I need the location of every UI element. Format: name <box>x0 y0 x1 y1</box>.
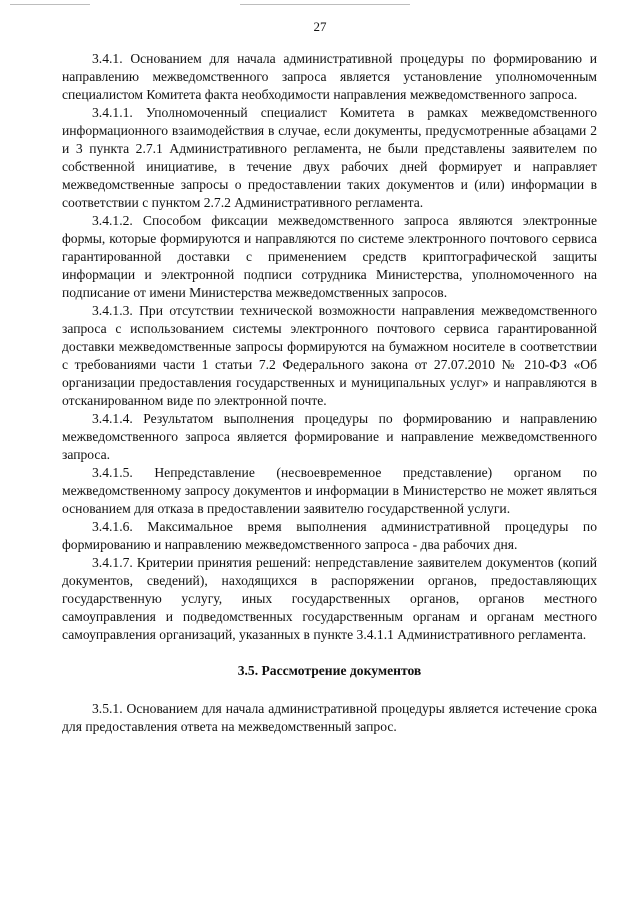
paragraph-3-5-1: 3.5.1. Основанием для начала административной процедуры является истечение срока для предоставления ответа на межведомственный запрос. <box>62 701 597 734</box>
paragraph-3-4-1-6: 3.4.1.6. Максимальное время выполнения административной процедуры по формированию и направлению межведомственного запроса - два рабочих дня. <box>62 519 597 552</box>
paragraph-3-4-1-5: 3.4.1.5. Непредставление (несвоевременное представление) органом по межведомственному запросу документов и информации в Министерство не может являться основанием для отказа в предоставлении заявителю государственной услуги. <box>62 465 597 516</box>
document-body <box>62 50 597 736</box>
page-number: 27 <box>313 19 327 34</box>
paragraph-3-4-1-7: 3.4.1.7. Критерии принятия решений: непредставление заявителем документов (копий документов, сведений), находящихся в распоряжении органов, предоставляющих государственную услугу, иных государственных органов, органов местного самоуправления и подведомственных государственным органам и органам местного самоуправления организаций, указанных в пункте 3.4.1.1 Административного регламента. <box>62 555 597 642</box>
paragraph-3-4-1-3: 3.4.1.3. При отсутствии технической возможности направления межведомственного запроса с использованием системы электронного почтового сервиса гарантированной доставки межведомственные запросы формируются на бумажном носителе в соответствии с требованиями части 1 статьи 7.2 Федерального закона от 27.07.2010 № 210-ФЗ «Об организации предоставления государственных и муниципальных услуг» и направляются в отсканированном виде по электронной почте. <box>62 303 597 408</box>
paragraph-3-4-1-1: 3.4.1.1. Уполномоченный специалист Комитета в рамках межведомственного информационного взаимодействия в случае, если документы, предусмотренные абзацами 2 и 3 пункта 2.7.1 Административного регламента, не были представлены заявителем по собственной инициативе, в течение двух рабочих дней формирует и направляет межведомственные запросы о предоставлении таких документов и (или) информации в соответствии с пунктом 2.7.2 Административного регламента. <box>62 105 597 210</box>
paragraph-3-4-1-2: 3.4.1.2. Способом фиксации межведомственного запроса являются электронные формы, которые формируются и направляются по системе электронного почтового сервиса гарантированной доставки с применением средств криптографической защиты информации и электронной подписи сотрудника Министерства, уполномоченного на подписание от имени Министерства межведомственных запросов. <box>62 213 597 300</box>
section-heading: 3.5. Рассмотрение документов <box>237 663 422 678</box>
top-edge-rule <box>240 4 410 5</box>
paragraph-3-4-1: 3.4.1. Основанием для начала административной процедуры по формированию и направлению межведомственного запроса является установление уполномоченным специалистом Комитета факта необходимости направления межведомственного запроса. <box>62 51 597 102</box>
paragraph-3-4-1-4: 3.4.1.4. Результатом выполнения процедуры по формированию и направлению межведомственного запроса является формирование и направление межведомственного запроса. <box>62 411 597 462</box>
top-edge-rule <box>10 4 90 5</box>
